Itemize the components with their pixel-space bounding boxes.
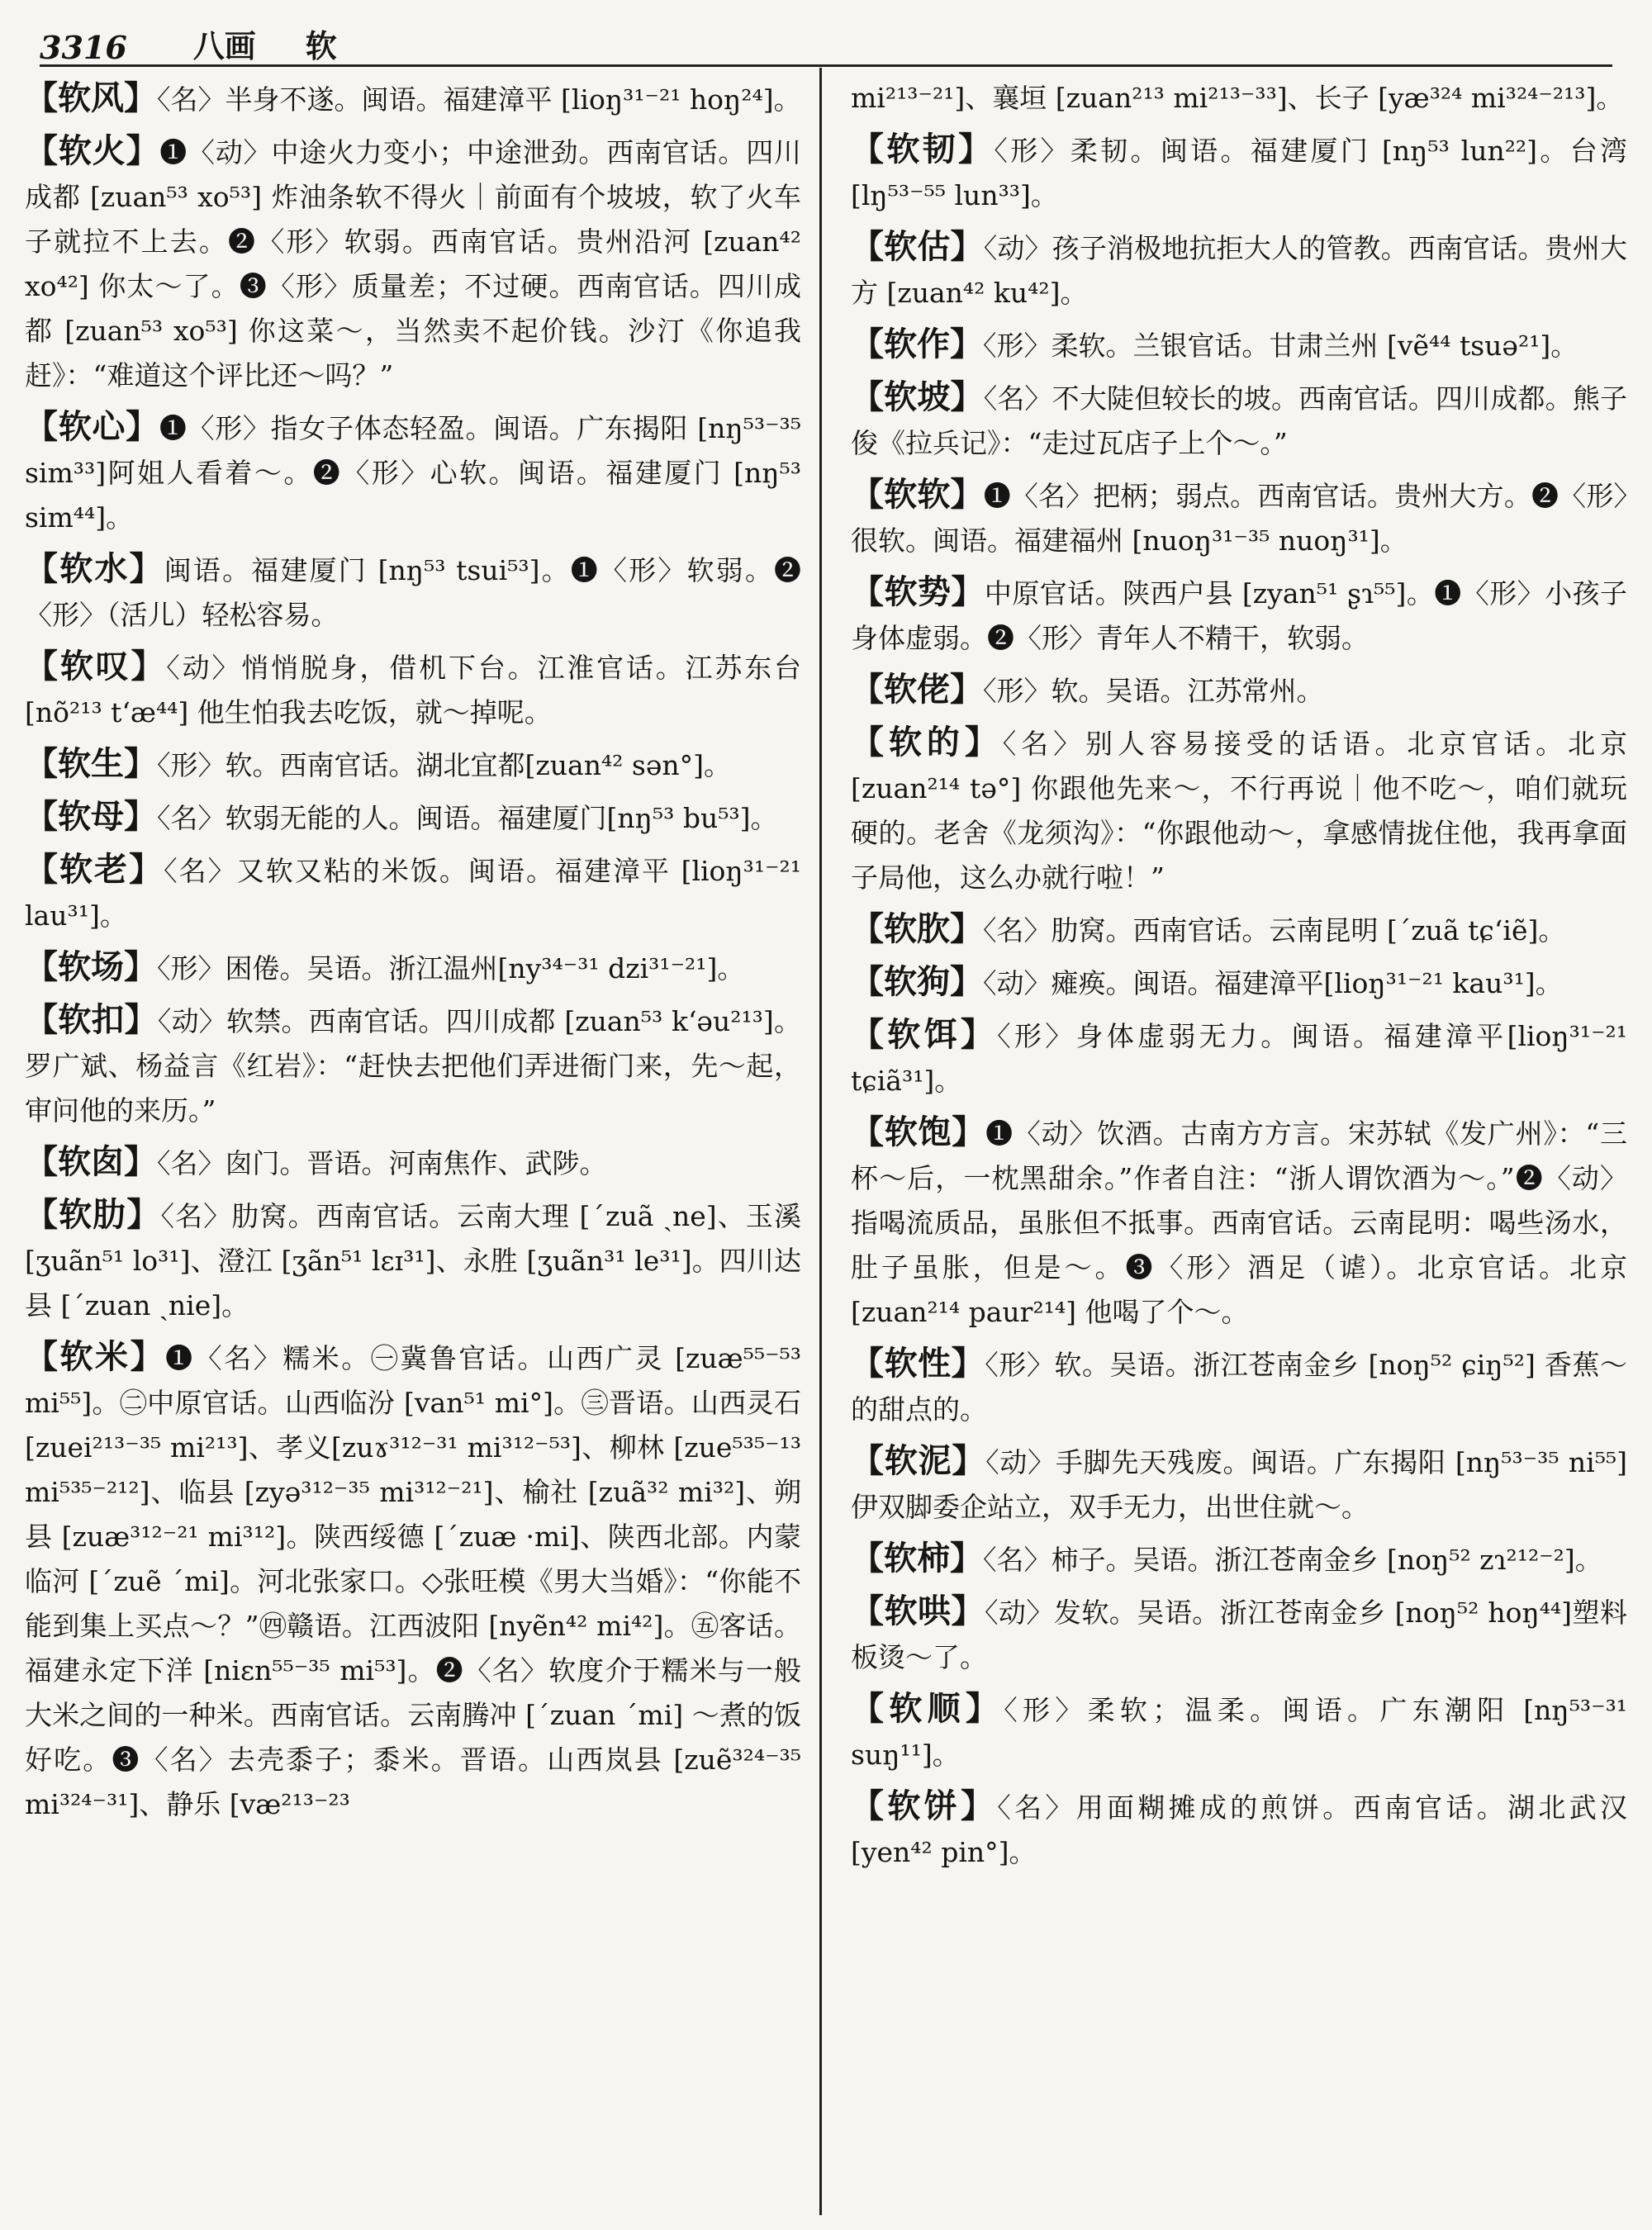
bracket-open: 【 xyxy=(851,227,885,266)
entry-definition: 〈动〉手脚先天残废。闽语。广东揭阳 [nŋ⁵³⁻³⁵ ni⁵⁵] 伊双脚委企站立，双手无力，出世住就～。 xyxy=(851,1446,1627,1523)
bracket-open: 【 xyxy=(851,1113,885,1151)
entry-definition: 中原官话。陕西户县 [zyan⁵¹ ʂɿ⁵⁵]。❶〈形〉小孩子身体虚弱。❷〈形〉青年人不精干，软弱。 xyxy=(851,577,1627,654)
bracket-close: 】 xyxy=(126,131,160,170)
entry-headword: 软顺 xyxy=(889,1689,966,1728)
entry-headword: 软佬 xyxy=(884,670,950,709)
entry-headword: 软哄 xyxy=(884,1592,952,1630)
entry-definition: 〈形〉身体虚弱无力。闽语。福建漳平[lioŋ³¹⁻²¹ tɕiã³¹]。 xyxy=(851,1020,1627,1097)
bracket-close: 】 xyxy=(124,797,157,836)
dictionary-entry xyxy=(25,945,801,991)
bracket-open: 【 xyxy=(851,1592,885,1630)
entry-headword: 软性 xyxy=(884,1344,952,1383)
entry-headword: 软泥 xyxy=(884,1441,952,1480)
entry-definition: 〈形〉柔韧。闽语。福建厦门 [nŋ⁵³ lun²²]。台湾 [lŋ⁵³⁻⁵⁵ lun³³]。 xyxy=(851,135,1627,211)
dictionary-entry xyxy=(851,720,1627,900)
right-column xyxy=(851,76,1627,2215)
bracket-close: 】 xyxy=(951,1592,985,1630)
entry-headword: 软米 xyxy=(59,1337,131,1376)
bracket-open: 【 xyxy=(25,647,60,686)
entry-headword: 软势 xyxy=(884,572,952,611)
dictionary-entry xyxy=(851,375,1627,466)
entry-definition: 〈名〉囱门。晋语。河南焦作、武陟。 xyxy=(157,1147,607,1179)
entry-definition: 〈名〉半身不遂。闽语。福建漳平 [lioŋ³¹⁻²¹ hoŋ²⁴]。 xyxy=(157,83,801,116)
bracket-open: 【 xyxy=(851,475,885,514)
bracket-open: 【 xyxy=(25,1337,60,1376)
entry-definition: 〈动〉瘫痪。闽语。福建漳平[lioŋ³¹⁻²¹ kau³¹]。 xyxy=(983,967,1563,999)
bracket-open: 【 xyxy=(851,1539,884,1578)
dictionary-entry xyxy=(25,1335,801,1827)
bracket-close: 】 xyxy=(950,475,984,514)
bracket-close: 】 xyxy=(964,723,1003,762)
dictionary-entry xyxy=(25,644,801,735)
entry-definition: 〈形〉软。吴语。浙江苍南金乡 [noŋ⁵² ɕiŋ⁵²] 香蕉～的甜点的。 xyxy=(851,1349,1627,1426)
dictionary-entry xyxy=(25,742,801,788)
bracket-close: 】 xyxy=(124,1000,158,1039)
bracket-open: 【 xyxy=(25,1195,59,1234)
column-divider xyxy=(819,68,822,2215)
dictionary-entry xyxy=(851,570,1627,661)
entry-definition: ❶〈动〉饮酒。古南方方言。宋苏轼《发广州》：“三杯～后，一枕黑甜余。”作者自注：“浙人谓饮酒为～。”❷〈动〉指喝流质品，虽胀但不抵事。西南官话。云南昆明：喝些汤水，肚子虽胀，但是～。❸〈形〉酒足（谑）。北京官话。北京 [zuan²¹⁴ paur²¹⁴] 他喝了个～。 xyxy=(851,1117,1627,1328)
dictionary-entry xyxy=(25,998,801,1133)
entry-headword: 软韧 xyxy=(886,130,959,168)
entry-definition: 〈名〉不大陡但较长的坡。西南官话。四川成都。熊子俊《拉兵记》：“走过瓦店子上个～。” xyxy=(851,382,1627,459)
bracket-close: 】 xyxy=(951,1344,985,1383)
bracket-open: 【 xyxy=(25,131,59,170)
entry-headword: 软饱 xyxy=(884,1113,952,1151)
bracket-close: 】 xyxy=(126,1195,161,1234)
bracket-open: 【 xyxy=(851,572,885,611)
entry-headword: 软叹 xyxy=(59,647,131,686)
entry-definition: 〈名〉别人容易接受的话语。北京官话。北京 [zuan²¹⁴ tə°] 你跟他先来～，不行再说｜他不吃～，咱们就玩硬的。老舍《龙须沟》：“你跟他动～，拿感情拢住他，我再拿面子局他，这么办就行啦！” xyxy=(851,728,1627,894)
bracket-open: 【 xyxy=(25,797,58,836)
entry-definition: 〈动〉软禁。西南官话。四川成都 [zuan⁵³ k‘əu²¹³]。罗广斌、杨益言《红岩》：“赶快去把他们弄进衙门来，先～起，审问他的来历。” xyxy=(25,1005,801,1127)
entry-headword: 软估 xyxy=(884,227,951,266)
entry-definition: 〈形〉软。西南官话。湖北宜都[zuan⁴² sən°]。 xyxy=(157,749,731,781)
entry-headword: 软肋 xyxy=(59,1195,127,1234)
page-header xyxy=(40,17,1612,66)
entry-definition: mi²¹³⁻²¹]、襄垣 [zuan²¹³ mi²¹³⁻³³]、长子 [yæ³²⁴ mi³²⁴⁻²¹³]。 xyxy=(851,82,1624,114)
dictionary-entry xyxy=(851,1687,1627,1777)
dictionary-entry xyxy=(25,129,801,398)
bracket-close: 】 xyxy=(950,962,983,1001)
entry-headword: 软肷 xyxy=(884,909,950,948)
bracket-close: 】 xyxy=(960,1015,998,1054)
dictionary-entry xyxy=(25,76,801,122)
bracket-close: 】 xyxy=(952,1441,986,1480)
bracket-open: 【 xyxy=(25,744,58,783)
entry-headword: 软老 xyxy=(59,850,130,889)
entry-headword: 软坡 xyxy=(884,377,951,416)
bracket-close: 】 xyxy=(965,1689,1004,1728)
bracket-close: 】 xyxy=(950,909,983,948)
bracket-open: 【 xyxy=(851,962,884,1001)
bracket-close: 】 xyxy=(124,744,157,783)
radical-character: 软 xyxy=(305,27,337,64)
entry-definition: ❶〈名〉糯米。㊀冀鲁官话。山西广灵 [zuæ⁵⁵⁻⁵³ mi⁵⁵]。㊁中原官话。山西临汾 [van⁵¹ mi°]。㊂晋语。山西灵石[zuei²¹³⁻³⁵ mi²¹³]、孝义[zuɤ³¹²⁻³¹ mi³¹²⁻⁵³]、柳林 [zue⁵³⁵⁻¹³ mi⁵³⁵⁻²¹²]、临县 [zyə³¹²⁻³⁵ mi³¹²⁻²¹]、榆社 [zuã³² mi³²]、朔县 [zuæ³¹²⁻²¹ mi³¹²]。陕西绥德 [ˊzuæ ·mi]、陕西北部。内蒙临河 [ˊzuẽ ˊmi]。河北张家口。◇张旺模《男大当婚》：“你能不能到集上买点～？”㊃赣语。江西波阳 [nyẽn⁴² mi⁴²]。㊄客话。福建永定下洋 [niɛn⁵⁵⁻³⁵ mi⁵³]。❷〈名〉软度介于糯米与一般大米之间的一种米。西南官话。云南腾冲 [ˊzuan ˊmi] ～煮的饭好吃。❸〈名〉去壳黍子；黍米。晋语。山西岚县 [zuẽ³²⁴⁻³⁵ mi³²⁴⁻³¹]、静乐 [væ²¹³⁻²³ xyxy=(25,1342,801,1820)
bracket-open: 【 xyxy=(851,1015,888,1054)
entry-headword: 软火 xyxy=(58,131,126,170)
entry-headword: 软饼 xyxy=(887,1786,961,1825)
entry-definition: ❶〈名〉把柄；弱点。西南官话。贵州大方。❷〈形〉很软。闽语。福建福州 [nuoŋ³¹⁻³⁵ nuoŋ³¹]。 xyxy=(851,480,1627,557)
dictionary-entry xyxy=(851,960,1627,1006)
dictionary-entry xyxy=(851,1536,1627,1582)
bracket-close: 】 xyxy=(950,670,983,709)
entry-definition: 〈动〉发软。吴语。浙江苍南金乡 [noŋ⁵² hoŋ⁴⁴]塑料板烫～了。 xyxy=(851,1597,1627,1673)
bracket-open: 【 xyxy=(851,325,884,363)
bracket-open: 【 xyxy=(851,130,887,168)
dictionary-entry xyxy=(25,1140,801,1186)
dictionary-entry xyxy=(851,472,1627,563)
bracket-open: 【 xyxy=(25,1000,59,1039)
dictionary-entry xyxy=(25,847,801,938)
dictionary-entry xyxy=(25,547,801,638)
bracket-open: 【 xyxy=(25,1142,58,1181)
entry-headword: 软囱 xyxy=(58,1142,124,1181)
dictionary-entry xyxy=(851,225,1627,316)
dictionary-entry xyxy=(25,1193,801,1328)
bracket-close: 】 xyxy=(950,227,984,266)
entry-headword: 软生 xyxy=(58,744,124,783)
entry-headword: 软饵 xyxy=(887,1015,961,1054)
bracket-close: 】 xyxy=(129,850,164,889)
dictionary-entry xyxy=(851,907,1627,953)
bracket-close: 】 xyxy=(950,1539,983,1578)
entry-headword: 软柿 xyxy=(884,1539,950,1578)
bracket-open: 【 xyxy=(25,947,58,986)
bracket-open: 【 xyxy=(851,1441,885,1480)
entry-definition: 〈形〉柔软。兰银官话。甘肃兰州 [vẽ⁴⁴ tsuə²¹]。 xyxy=(983,330,1578,362)
bracket-open: 【 xyxy=(851,1344,885,1383)
entry-definition: ❶〈动〉中途火力变小；中途泄劲。西南官话。四川成都 [zuan⁵³ xo⁵³] 炸油条软不得火｜前面有个坡坡，软了火车子就拉不上去。❷〈形〉软弱。西南官话。贵州沿河 [zuan⁴² xo⁴²] 你太～了。❸〈形〉质量差；不过硬。西南官话。四川成都 [zuan⁵³ xo⁵³] 你这菜～，当然卖不起价钱。沙汀《你追我赶》：“难道这个评比还～吗？” xyxy=(25,136,801,391)
header-rule xyxy=(40,64,1612,67)
bracket-open: 【 xyxy=(25,407,59,446)
entry-definition: 〈名〉用面糊摊成的煎饼。西南官话。湖北武汉 [yen⁴² pin°]。 xyxy=(851,1791,1627,1868)
dictionary-entry xyxy=(851,76,1627,121)
bracket-open: 【 xyxy=(851,723,889,762)
entry-headword: 软水 xyxy=(59,549,130,588)
bracket-close: 】 xyxy=(130,1337,166,1376)
bracket-close: 】 xyxy=(950,325,983,363)
dictionary-entry xyxy=(851,1110,1627,1335)
dictionary-entry xyxy=(851,1589,1627,1680)
bracket-open: 【 xyxy=(25,78,58,117)
entry-definition: 〈动〉悄悄脱身，借机下台。江淮官话。江苏东台 [nõ²¹³ t‘æ⁴⁴] 他生怕我去吃饭，就～掉呢。 xyxy=(25,652,801,728)
entry-headword: 软风 xyxy=(58,78,124,117)
bracket-close: 】 xyxy=(126,407,159,446)
entry-definition: 〈形〉柔软；温柔。闽语。广东潮阳 [nŋ⁵³⁻³¹ suŋ¹¹]。 xyxy=(851,1694,1627,1771)
bracket-close: 】 xyxy=(952,1113,986,1151)
bracket-open: 【 xyxy=(851,670,884,709)
left-column xyxy=(25,76,801,2215)
entry-headword: 软狗 xyxy=(884,962,950,1001)
dictionary-entry xyxy=(851,1439,1627,1530)
dictionary-entry xyxy=(851,1341,1627,1432)
entry-definition: 〈名〉又软又粘的米饭。闽语。福建漳平 [lioŋ³¹⁻²¹ lau³¹]。 xyxy=(25,855,801,932)
bracket-open: 【 xyxy=(851,909,884,948)
entry-definition: 〈形〉困倦。吴语。浙江温州[ny³⁴⁻³¹ dzi³¹⁻²¹]。 xyxy=(157,952,745,985)
bracket-open: 【 xyxy=(851,1689,890,1728)
entry-definition: 闽语。福建厦门 [nŋ⁵³ tsui⁵³]。❶〈形〉软弱。❷〈形〉（活儿）轻松容易。 xyxy=(25,554,801,631)
bracket-open: 【 xyxy=(851,1786,888,1825)
dictionary-entry xyxy=(851,1784,1627,1875)
entry-headword: 软心 xyxy=(58,407,126,446)
entry-definition: 〈名〉肋窝。西南官话。云南大理 [ˊzuã ˏne]、玉溪 [ʒuãn⁵¹ lo³¹]、澄江 [ʒãn⁵¹ lɛɪ³¹]、永胜 [ʒuãn³¹ le³¹]。四川达县 [ˊzuan ˏnie]。 xyxy=(25,1200,801,1321)
bracket-close: 】 xyxy=(124,78,157,117)
bracket-open: 【 xyxy=(25,549,60,588)
bracket-close: 】 xyxy=(129,549,164,588)
entry-headword: 软软 xyxy=(884,475,951,514)
dictionary-entry xyxy=(851,322,1627,368)
bracket-close: 】 xyxy=(124,947,157,986)
entry-definition: 〈名〉软弱无能的人。闽语。福建厦门[nŋ⁵³ bu⁵³]。 xyxy=(157,802,778,834)
entry-headword: 软作 xyxy=(884,325,950,363)
bracket-open: 【 xyxy=(25,850,60,889)
bracket-open: 【 xyxy=(851,377,885,416)
entry-definition: 〈形〉软。吴语。江苏常州。 xyxy=(983,675,1324,707)
dictionary-entry xyxy=(25,405,801,540)
entry-definition: 〈名〉肋窝。西南官话。云南昆明 [ˊzuã tɕ‘iẽ]。 xyxy=(983,914,1566,947)
entry-definition: 〈动〉孩子消极地抗拒大人的管教。西南官话。贵州大方 [zuan⁴² ku⁴²]。 xyxy=(851,232,1627,309)
dictionary-entry xyxy=(25,795,801,841)
entry-definition: 〈名〉柿子。吴语。浙江苍南金乡 [noŋ⁵² zɿ²¹²⁻²]。 xyxy=(983,1544,1602,1576)
dictionary-entry xyxy=(851,127,1627,218)
bracket-close: 】 xyxy=(951,572,985,611)
entry-definition: ❶〈形〉指女子体态轻盈。闽语。广东揭阳 [nŋ⁵³⁻³⁵ sim³³]阿姐人看着～。❷〈形〉心软。闽语。福建厦门 [nŋ⁵³ sim⁴⁴]。 xyxy=(25,412,801,534)
bracket-close: 】 xyxy=(124,1142,157,1181)
bracket-close: 】 xyxy=(960,1786,998,1825)
page-number: 3316 xyxy=(40,29,127,66)
entry-headword: 软场 xyxy=(58,947,124,986)
stroke-count-label: 八画 xyxy=(192,27,256,64)
entry-headword: 软母 xyxy=(58,797,124,836)
entry-headword: 软扣 xyxy=(58,1000,125,1039)
bracket-close: 】 xyxy=(131,647,167,686)
dictionary-entry xyxy=(851,667,1627,714)
dictionary-entry xyxy=(851,1013,1627,1103)
bracket-close: 】 xyxy=(950,377,984,416)
entry-headword: 软的 xyxy=(888,723,965,762)
bracket-close: 】 xyxy=(958,130,995,168)
